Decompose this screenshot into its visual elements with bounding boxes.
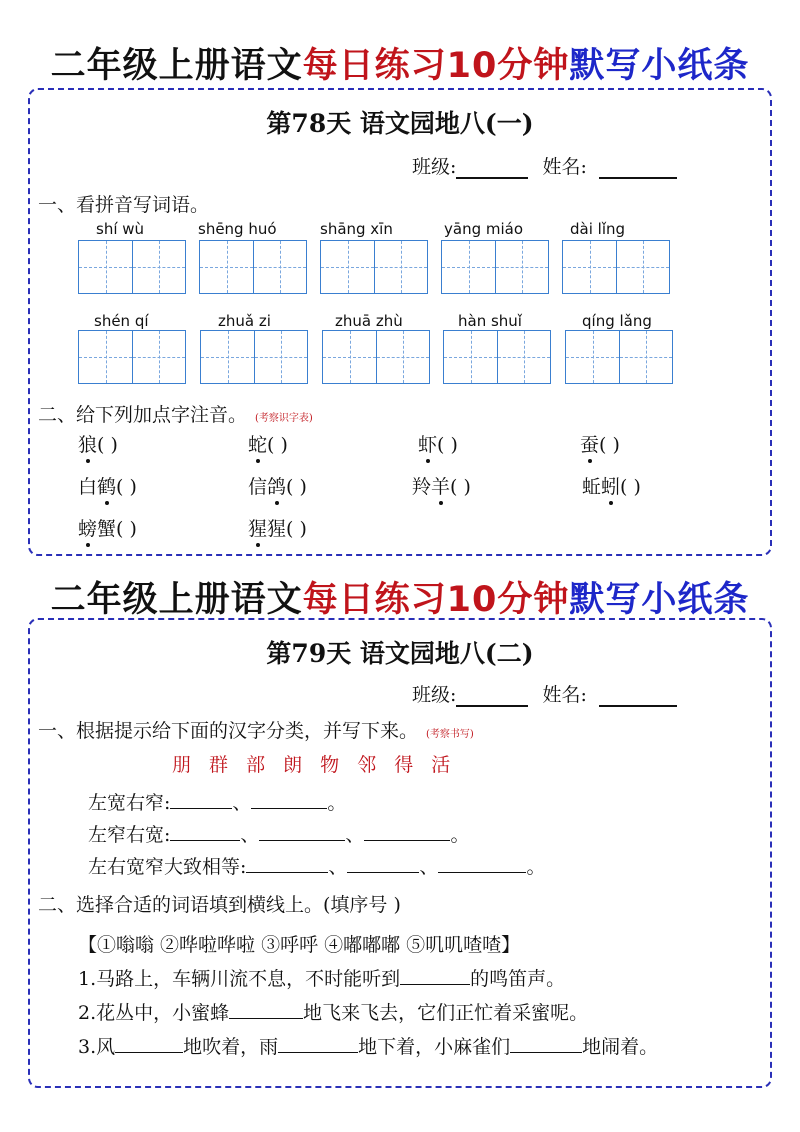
header-part3: 默写小纸条 [569, 46, 750, 86]
writing-grid[interactable] [78, 330, 186, 384]
answer-blank[interactable] [278, 1035, 358, 1053]
q2-title: 二、选择合适的词语填到横线上。(填序号 ) [38, 894, 401, 916]
writing-grid[interactable] [443, 330, 551, 384]
answer-blank[interactable] [115, 1035, 183, 1053]
header-part2: 每日练习10分钟 [302, 580, 570, 620]
category-row-1: 左宽右窄: 、 。 [88, 792, 347, 814]
name-label: 姓名: [542, 684, 587, 706]
phonetic-item[interactable]: 蚕( ) [580, 434, 620, 456]
answer-blank[interactable] [438, 855, 526, 873]
sentence-2: 2.花丛中，小蜜蜂 地飞来飞去，它们正忙着采蜜呢。 [78, 1002, 589, 1024]
pinyin-label: shēng huó [198, 220, 277, 238]
q1-note: (考察书写) [426, 729, 474, 740]
writing-grid[interactable] [441, 240, 549, 294]
writing-grid[interactable] [199, 240, 307, 294]
name-field[interactable] [599, 159, 677, 179]
pinyin-label: dài lǐng [570, 220, 626, 238]
header-part1: 二年级上册语文 [50, 580, 303, 620]
answer-blank[interactable] [170, 791, 232, 809]
answer-blank[interactable] [229, 1001, 303, 1019]
page-header-2 [0, 572, 800, 622]
pinyin-label: shāng xīn [320, 220, 393, 238]
worksheet-day78 [28, 88, 772, 556]
phonetic-item[interactable]: 猩猩( ) [248, 518, 307, 540]
sentence-3: 3.风 地吹着，雨 地下着，小麻雀们 地闹着。 [78, 1036, 659, 1058]
pinyin-label: zhuǎ zi [218, 312, 271, 330]
pinyin-label: shén qí [94, 312, 149, 330]
answer-blank[interactable] [246, 855, 328, 873]
writing-grid[interactable] [320, 240, 428, 294]
writing-grid[interactable] [78, 240, 186, 294]
worksheet-day79 [28, 618, 772, 1088]
day79-title: 第79天 语文园地八(二) [266, 639, 534, 668]
sentence-1: 1.马路上，车辆川流不息，不时能听到 的鸣笛声。 [78, 968, 566, 990]
pinyin-label: yāng miáo [444, 220, 524, 238]
pinyin-label: hàn shuǐ [458, 312, 522, 330]
day79-class-name-row [412, 680, 677, 707]
q2-note: (考察识字表) [255, 413, 313, 424]
pinyin-label: zhuā zhù [335, 312, 403, 330]
answer-blank[interactable] [347, 855, 419, 873]
answer-blank[interactable] [364, 823, 450, 841]
category-row-3: 左右宽窄大致相等: 、 、 。 [88, 856, 546, 878]
pinyin-label: qíng lǎng [582, 312, 652, 330]
phonetic-item[interactable]: 信鸽( ) [248, 476, 307, 498]
day78-class-name-row [412, 152, 677, 179]
answer-blank[interactable] [170, 823, 240, 841]
name-label: 姓名: [542, 156, 587, 178]
class-label: 班级: [412, 684, 457, 706]
pinyin-label: shí wù [96, 220, 145, 238]
q2-title-text: 二、给下列加点字注音。 [38, 404, 248, 426]
name-field[interactable] [599, 687, 677, 707]
writing-grid[interactable] [562, 240, 670, 294]
q1-title [38, 716, 474, 743]
header-part1: 二年级上册语文 [50, 46, 303, 86]
header-part2: 每日练习10分钟 [302, 46, 570, 86]
q1-title: 一、看拼音写词语。 [38, 194, 210, 216]
phonetic-item[interactable]: 蛇( ) [248, 434, 288, 456]
page-header-1 [0, 38, 800, 88]
phonetic-item[interactable]: 蚯蚓( ) [582, 476, 641, 498]
character-list: 朋 群 部 朗 物 邻 得 活 [172, 754, 457, 776]
day78-title: 第78天 语文园地八(一) [266, 109, 534, 138]
writing-grid[interactable] [322, 330, 430, 384]
answer-blank[interactable] [251, 791, 327, 809]
phonetic-item[interactable]: 狼( ) [78, 434, 118, 456]
phonetic-item[interactable]: 螃蟹( ) [78, 518, 137, 540]
phonetic-item[interactable]: 羚羊( ) [412, 476, 471, 498]
answer-blank[interactable] [510, 1035, 582, 1053]
answer-blank[interactable] [400, 967, 470, 985]
word-options: 【①嗡嗡 ②哗啦哗啦 ③呼呼 ④嘟嘟嘟 ⑤叽叽喳喳】 [78, 934, 521, 956]
writing-grid[interactable] [200, 330, 308, 384]
phonetic-item[interactable]: 白鹤( ) [78, 476, 137, 498]
q1-title-text: 一、根据提示给下面的汉字分类，并写下来。 [38, 720, 419, 742]
class-field[interactable] [456, 159, 528, 179]
answer-blank[interactable] [259, 823, 345, 841]
writing-grid[interactable] [565, 330, 673, 384]
header-part3: 默写小纸条 [569, 580, 750, 620]
phonetic-item[interactable]: 虾( ) [418, 434, 458, 456]
category-row-2: 左窄右宽: 、 、 。 [88, 824, 470, 846]
class-field[interactable] [456, 687, 528, 707]
q2-title [38, 400, 313, 427]
class-label: 班级: [412, 156, 457, 178]
